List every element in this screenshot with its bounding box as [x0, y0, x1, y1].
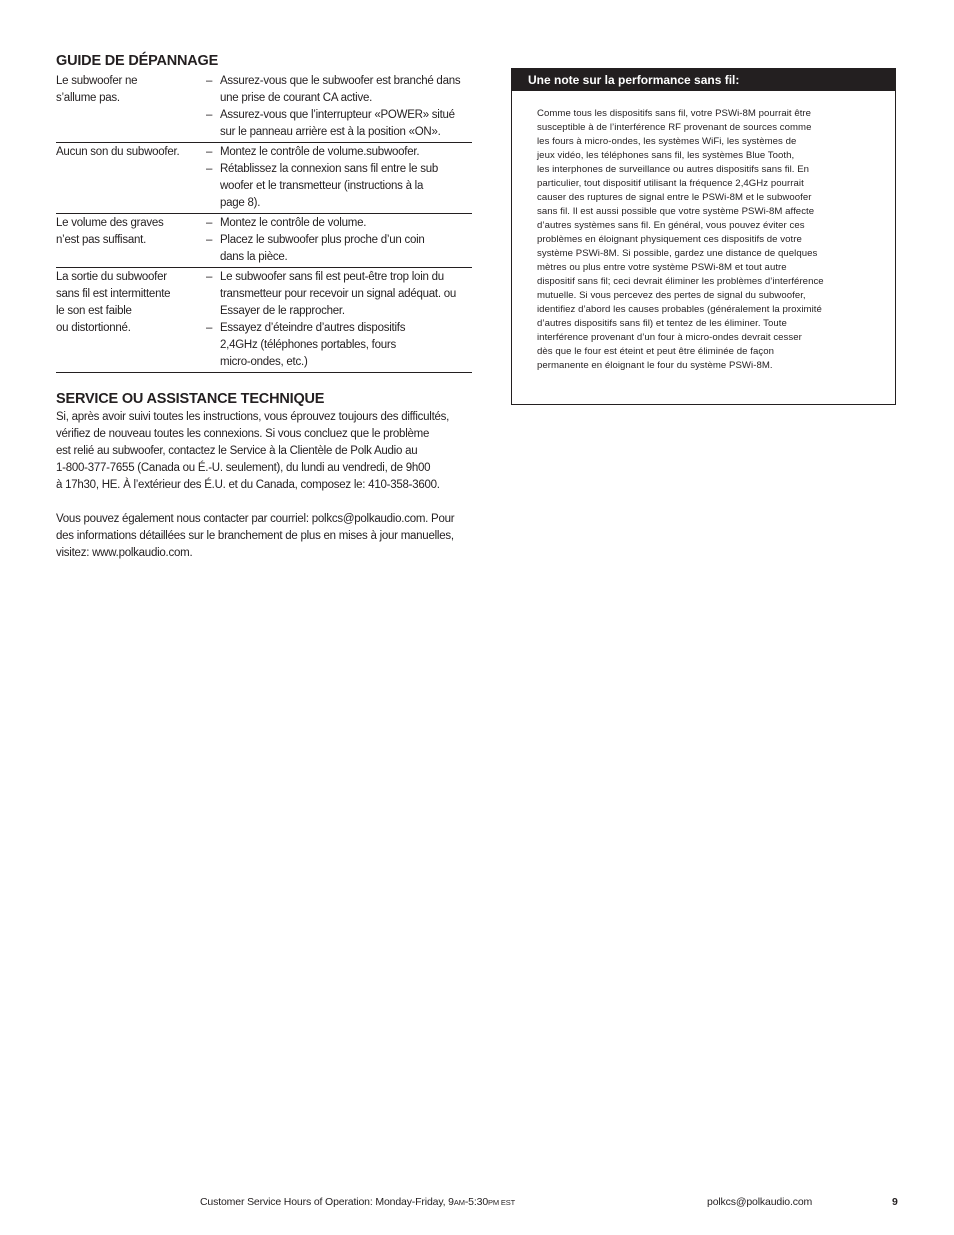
note-line: Comme tous les dispositifs sans fil, votre PSWi-8M pourrait être — [537, 108, 812, 119]
wireless-note-box — [511, 68, 896, 405]
service-title: SERVICE OU ASSISTANCE TECHNIQUE — [56, 391, 325, 407]
solutions-cell — [206, 269, 472, 371]
solution-item — [206, 107, 472, 141]
solution-dash: – — [206, 217, 213, 229]
troubleshooting-row — [56, 214, 472, 268]
note-line: interférence provenant d’un four à micro-ondes devrait cesser — [537, 332, 802, 343]
solution-item — [206, 269, 472, 320]
troubleshooting-row — [56, 72, 472, 143]
solutions-cell — [206, 73, 472, 141]
solution-text: Essayez d’éteindre d’autres dispositifs 2,4GHz (téléphones portables, fours micro-ondes, etc.) — [220, 322, 406, 368]
solution-dash: – — [206, 75, 213, 87]
solution-dash: – — [206, 322, 213, 334]
solution-text: Montez le contrôle de volume. — [220, 217, 367, 229]
service-paragraph-1: Si, après avoir suivi toutes les instructions, vous éprouvez toujours des difficultés, vérifiez de nouveau toutes les connexions. Si vous concluez que le problème est relié au subwoofer, contactez le Service à la Clientèle de Polk Audio au 1-800-377-7655 (Canada ou É.-U. seulement), du lundi au vendredi, de 9h00 à 17h30, HE. À l’extérieur des É.U. et du Canada, composez le: 410-358-3600. — [56, 411, 450, 491]
solution-dash: – — [206, 163, 213, 175]
troubleshooting-row — [56, 143, 472, 214]
note-line: d’autres dispositifs sans fil) et tentez de les éliminer. Toute — [537, 318, 787, 329]
note-line: système PSWi-8M. Si possible, gardez une distance de quelques — [537, 248, 818, 259]
solutions-cell — [206, 144, 472, 212]
note-line: susceptible à de l’interférence RF provenant de sources comme — [537, 122, 812, 133]
troubleshooting-row — [56, 268, 472, 372]
note-line: sans fil. Il est aussi possible que votre système PSWi-8M affecte — [537, 206, 815, 217]
solution-item — [206, 320, 472, 371]
footer-hours-pm: PM EST — [488, 1198, 516, 1207]
solution-dash: – — [206, 109, 213, 121]
solution-text: Assurez-vous que le subwoofer est branché dans une prise de courant CA active. — [220, 75, 461, 104]
note-line: dispositif sans fil; ceci devrait éliminer les problèmes d’interférence — [537, 276, 824, 287]
note-line: d’autres systèmes sans fil. En général, vous pouvez éviter ces — [537, 220, 805, 231]
service-paragraph-2: Vous pouvez également nous contacter par courriel: polkcs@polkaudio.com. Pour des informations détaillées sur le branchement de plus en mises à jour manuelles, visitez: www.polkaudio.com. — [56, 513, 455, 559]
solution-item — [206, 232, 472, 266]
troubleshooting-table — [56, 72, 472, 373]
note-line: identifiez d’abord les causes probables (généralement la proximité — [537, 304, 822, 315]
page-footer — [0, 1195, 954, 1211]
problem-cell: La sortie du subwoofer sans fil est intermittente le son est faible ou distortionné. — [56, 271, 171, 334]
note-line: problèmes en éloignant physiquement ces dispositifs de votre — [537, 234, 802, 245]
footer-hours — [200, 1195, 515, 1210]
wireless-note-title: Une note sur la performance sans fil: — [512, 69, 895, 91]
footer-email[interactable]: polkcs@polkaudio.com — [707, 1196, 813, 1208]
footer-hours-am: AM — [453, 1198, 465, 1207]
solution-item — [206, 215, 472, 232]
note-line: jeux vidéo, les téléphones sans fil, les systèmes Blue Tooth, — [537, 150, 795, 161]
solution-dash: – — [206, 146, 213, 158]
solution-text: Rétablissez la connexion sans fil entre le sub woofer et le transmetteur (instructions à la page 8). — [220, 163, 438, 209]
problem-cell: Aucun son du subwoofer. — [56, 146, 180, 158]
note-line: mètres ou plus entre votre système PSWi-8M et tout autre — [537, 262, 787, 273]
solutions-cell — [206, 215, 472, 266]
note-line: causer des ruptures de signal entre le PSWi-8M et le subwoofer — [537, 192, 812, 203]
note-line: les fours à micro-ondes, les systèmes WiFi, les systèmes de — [537, 136, 797, 147]
solution-dash: – — [206, 234, 213, 246]
problem-cell: Le subwoofer ne s’allume pas. — [56, 75, 138, 104]
problem-cell: Le volume des graves n’est pas suffisant. — [56, 217, 164, 246]
solution-item — [206, 144, 472, 161]
troubleshooting-title: GUIDE DE DÉPANNAGE — [56, 53, 219, 69]
page-number: 9 — [892, 1196, 898, 1208]
note-line: particulier, tout dispositif utilisant la fréquence 2,4GHz pourrait — [537, 178, 804, 189]
note-line: permanente en éloignant le four du système PSWi-8M. — [537, 360, 773, 371]
solution-text: Montez le contrôle de volume.subwoofer. — [220, 146, 420, 158]
solution-text: Le subwoofer sans fil est peut-être trop loin du transmetteur pour recevoir un signal adéquat. ou Essayer de le rapprocher. — [220, 271, 457, 317]
left-column — [56, 52, 472, 562]
wireless-note-body — [512, 91, 895, 373]
note-line: dès que le four est éteint et peut être éliminée de façon — [537, 346, 774, 357]
note-line: les interphones de surveillance ou autres dispositifs sans fil. En — [537, 164, 810, 175]
footer-hours-prefix: Customer Service Hours of Operation: Monday-Friday, 9 — [200, 1196, 454, 1208]
solution-text: Placez le subwoofer plus proche d’un coin dans la pièce. — [220, 234, 425, 263]
solution-text: Assurez-vous que l’interrupteur «POWER» situé sur le panneau arrière est à la position «ON». — [220, 109, 455, 138]
footer-hours-mid: -5:30 — [464, 1196, 489, 1208]
solution-item — [206, 73, 472, 107]
note-line: mutuelle. Si vous percevez des pertes de signal du subwoofer, — [537, 290, 806, 301]
solution-item — [206, 161, 472, 212]
solution-dash: – — [206, 271, 213, 283]
